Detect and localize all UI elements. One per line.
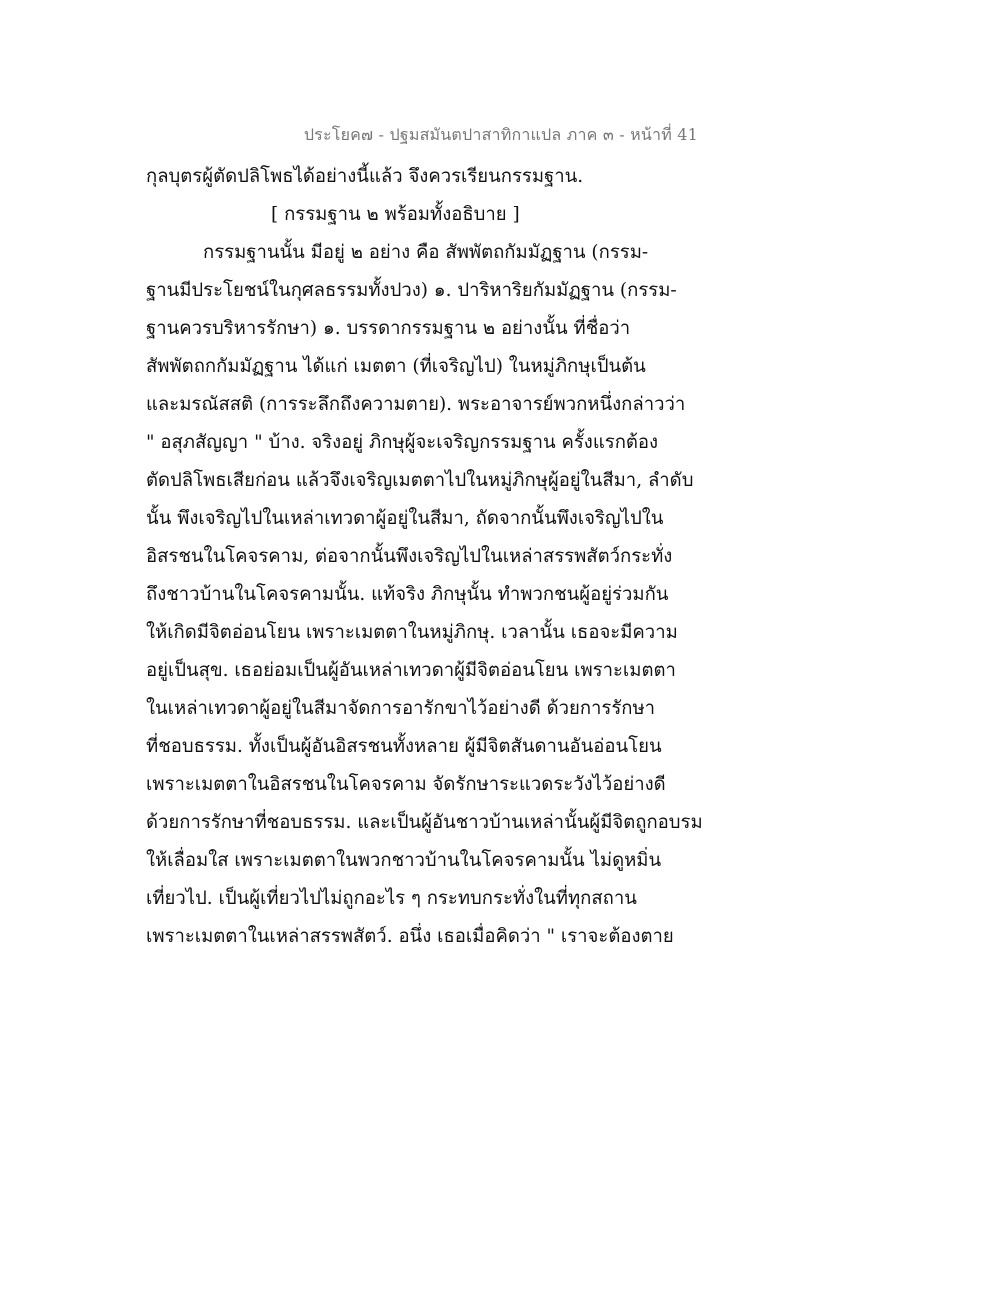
text-line: ด้วยการรักษาที่ชอบธรรม. และเป็นผู้อันชาวบ้านเหล่านั้นผู้มีจิตถูกอบรม <box>146 812 703 833</box>
text-line: ให้เกิดมีจิตอ่อนโยน เพราะเมตตาในหมู่ภิกษุ. เวลานั้น เธอจะมีความ <box>146 622 678 643</box>
text-line: และมรณัสสติ (การระลึกถึงความตาย). พระอาจารย์พวกหนึ่งกล่าวว่า <box>146 394 686 415</box>
text-line: " อสุภสัญญา " บ้าง. จริงอยู่ ภิกษุผู้จะเจริญกรรมฐาน ครั้งแรกต้อง <box>146 432 659 453</box>
text-line: ให้เลื่อมใส เพราะเมตตาในพวกชาวบ้านในโคจรคามนั้น ไม่ดูหมิ่น <box>146 850 662 871</box>
text-line: ฐานควรบริหารรักษา) ๑. บรรดากรรมฐาน ๒ อย่างนั้น ที่ชื่อว่า <box>146 318 631 339</box>
text-line: ในเหล่าเทวดาผู้อยู่ในสีมาจัดการอารักขาไว้อย่างดี ด้วยการรักษา <box>146 698 656 719</box>
text-line: อิสรชนในโคจรคาม, ต่อจากนั้นพึงเจริญไปในเหล่าสรรพสัตว์กระทั่ง <box>146 546 673 567</box>
running-header: ประโยค๗ - ปฐมสมันตปาสาทิกาแปล ภาค ๓ - หน้าที่ 41 <box>303 125 698 144</box>
paragraph-first-line: กรรมฐานนั้น มีอยู่ ๒ อย่าง คือ สัพพัตถกัมมัฏฐาน (กรรม- <box>203 242 649 263</box>
text-line: สัพพัตถกกัมมัฏฐาน ได้แก่ เมตตา (ที่เจริญไป) ในหมู่ภิกษุเป็นต้น <box>146 356 646 377</box>
text-line: นั้น พึงเจริญไปในเหล่าเทวดาผู้อยู่ในสีมา, ถัดจากนั้นพึงเจริญไปใน <box>146 508 664 529</box>
body-text <box>146 158 706 956</box>
text-line: ตัดปลิโพธเสียก่อน แล้วจึงเจริญเมตตาไปในหมู่ภิกษุผู้อยู่ในสีมา, ลำดับ <box>146 470 694 491</box>
text-line: ถึงชาวบ้านในโคจรคามนั้น. แท้จริง ภิกษุนั้น ทำพวกชนผู้อยู่ร่วมกัน <box>146 584 669 605</box>
text-line: อยู่เป็นสุข. เธอย่อมเป็นผู้อันเหล่าเทวดาผู้มีจิตอ่อนโยน เพราะเมตตา <box>146 660 676 681</box>
text-line: ฐานมีประโยชน์ในกุศลธรรมทั้งปวง) ๑. ปาริหาริยกัมมัฏฐาน (กรรม- <box>146 280 677 301</box>
text-line: เพราะเมตตาในอิสรชนในโคจรคาม จัดรักษาระแวดระวังไว้อย่างดี <box>146 774 666 795</box>
text-line: เพราะเมตตาในเหล่าสรรพสัตว์. อนึ่ง เธอเมื่อคิดว่า " เราจะต้องตาย <box>146 926 674 947</box>
text-line: เที่ยวไป. เป็นผู้เที่ยวไปไม่ถูกอะไร ๆ กระทบกระทั่งในที่ทุกสถาน <box>146 888 637 909</box>
section-heading: [ กรรมฐาน ๒ พร้อมทั้งอธิบาย ] <box>271 204 520 225</box>
text-line: กุลบุตรผู้ตัดปลิโพธได้อย่างนี้แล้ว จึงควรเรียนกรรมฐาน. <box>146 166 584 187</box>
text-line: ที่ชอบธรรม. ทั้งเป็นผู้อันอิสรชนทั้งหลาย ผู้มีจิตสันดานอันอ่อนโยน <box>146 736 662 757</box>
